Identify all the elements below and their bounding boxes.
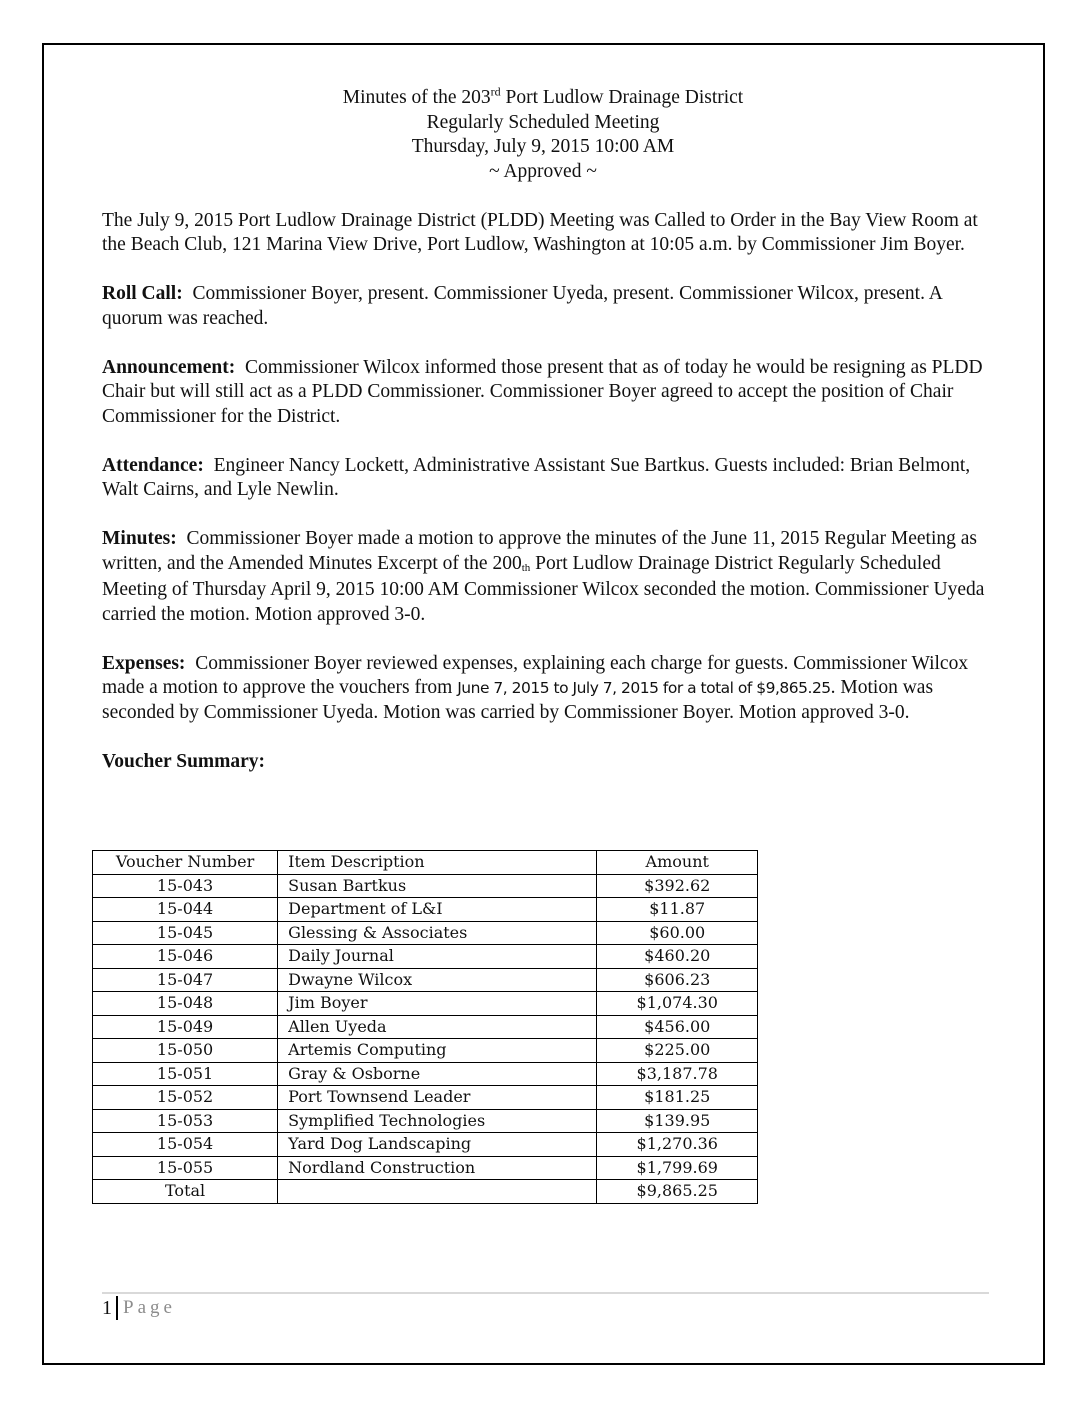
document-subtitle: Regularly Scheduled Meeting [426, 111, 660, 133]
column-header-voucher-number: Voucher Number [93, 851, 278, 875]
page-label: Page [123, 1297, 176, 1318]
table-row: 15-048 Jim Boyer $1,074.30 [93, 992, 758, 1016]
roll-call-paragraph: Roll Call: Commissioner Boyer, present. Commissioner Uyeda, present. Commissioner Wilcox, present. A quorum was reached. [102, 283, 942, 329]
column-header-amount: Amount [597, 851, 758, 875]
page-footer [102, 1296, 176, 1320]
announcement-paragraph: Announcement: Commissioner Wilcox informed those present that as of today he would be resigning as PLDD Chair but will still act as a PLDD Commissioner. Commissioner Boyer agreed to accept the position of Chair Commissioner for the District. [102, 356, 983, 427]
table-row: 15-051 Gray & Osborne $3,187.78 [93, 1062, 758, 1086]
meeting-date: Thursday, July 9, 2015 10:00 AM [411, 136, 675, 157]
minutes-paragraph: Minutes: Commissioner Boyer made a motion to approve the minutes of the June 11, 2015 Regular Meeting as written, and the Amended Minutes Excerpt of the $200_{th}$ Port Ludlow Drainage District Regularly Scheduled Meeting of Thursday April 9, 2015 10:00 AM Commissioner Wilcox seconded the motion. Commissioner Uyeda carried the motion. Motion approved 3-0. [102, 528, 985, 625]
column-header-item-description: Item Description [278, 851, 597, 875]
table-row: 15-043 Susan Bartkus $392.62 [93, 874, 758, 898]
minutes-label: Minutes: [102, 528, 177, 549]
table-total-row: Total $9,865.25 [93, 1180, 758, 1204]
document-title: Minutes of the 203rd Port Ludlow Drainage District [342, 84, 744, 108]
approval-status: ~ Approved ~ [489, 160, 597, 182]
table-header-row [93, 851, 758, 875]
table-row: 15-047 Dwayne Wilcox $606.23 [93, 968, 758, 992]
table-row: 15-053 Symplified Technologies $139.95 [93, 1109, 758, 1133]
attendance-paragraph: Attendance: Engineer Nancy Lockett, Administrative Assistant Sue Bartkus. Guests included: Brian Belmont, Walt Cairns, and Lyle Newlin. [102, 454, 971, 500]
footer-divider [102, 1292, 989, 1294]
footer-separator [116, 1296, 118, 1320]
table-row: 15-052 Port Townsend Leader $181.25 [93, 1086, 758, 1110]
title-block [94, 86, 992, 184]
table-row: 15-049 Allen Uyeda $456.00 [93, 1015, 758, 1039]
table-row: 15-046 Daily Journal $460.20 [93, 945, 758, 969]
expenses-paragraph: Expenses: Commissioner Boyer reviewed expenses, explaining each charge for guests. Commissioner Wilcox made a motion to approve the vouchers from June 7, 2015 to July 7, 2015 for a total of $9,865.25. Motion was seconded by Commissioner Uyeda. Motion was carried by Commissioner Boyer. Motion approved 3-0. [102, 652, 969, 723]
table-row: 15-044 Department of L&I $11.87 [93, 898, 758, 922]
roll-call-label: Roll Call: [102, 283, 183, 304]
intro-paragraph: The July 9, 2015 Port Ludlow Drainage District (PLDD) Meeting was Called to Order in the Bay View Room at the Beach Club, 121 Marina View Drive, Port Ludlow, Washington at 10:05 a.m. by Commissioner Jim Boyer. [102, 209, 978, 255]
expenses-label: Expenses: [102, 652, 186, 674]
table-row: 15-055 Nordland Construction $1,799.69 [93, 1156, 758, 1180]
page-number: 1 [102, 1296, 112, 1319]
table-row: 15-050 Artemis Computing $225.00 [93, 1039, 758, 1063]
attendance-label: Attendance: [102, 454, 204, 476]
announcement-label: Announcement: [102, 356, 236, 378]
voucher-table [92, 850, 758, 1204]
document-body [102, 86, 992, 774]
voucher-summary-heading: Voucher Summary: [102, 750, 266, 772]
table-row: 15-045 Glessing & Associates $60.00 [93, 921, 758, 945]
table-row: 15-054 Yard Dog Landscaping $1,270.36 [93, 1133, 758, 1157]
